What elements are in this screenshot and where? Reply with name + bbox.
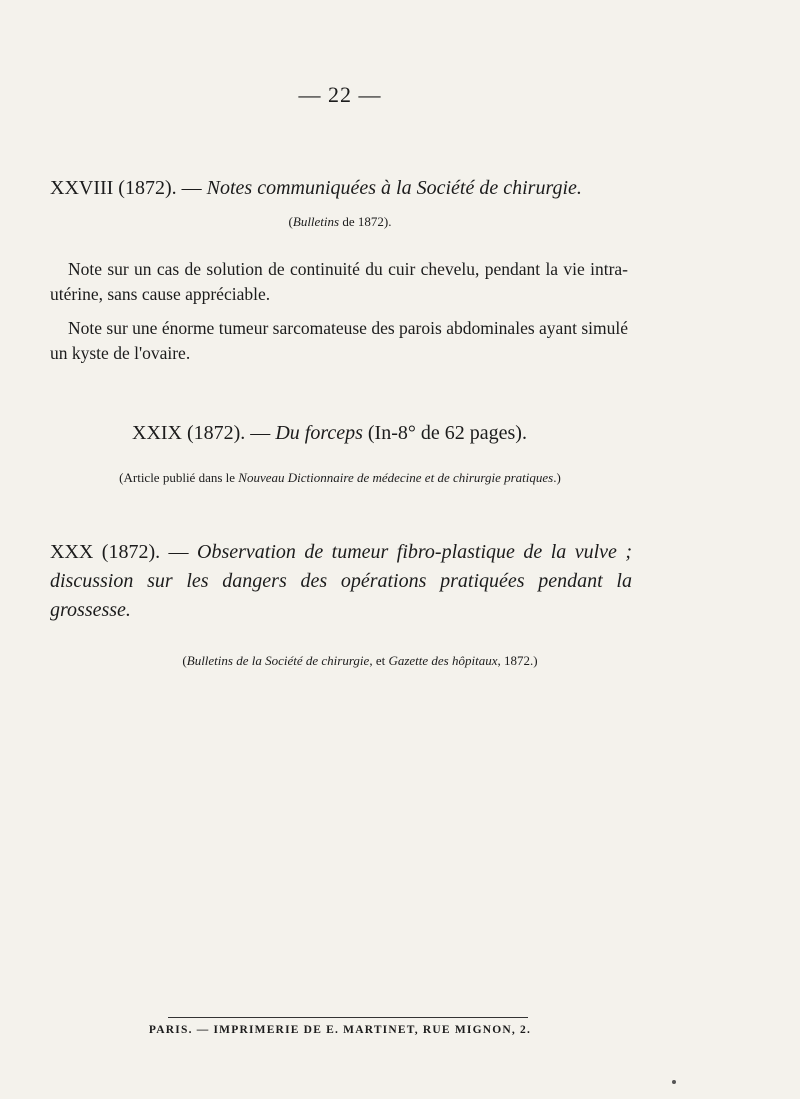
entry-heading-xxx	[50, 538, 632, 625]
entry-heading-xxviii	[50, 173, 630, 203]
page-number: — 22 —	[298, 82, 382, 107]
entry-number: XXX (1872). —	[50, 541, 198, 563]
entry-number: XXVIII (1872). —	[50, 177, 207, 199]
note-paragraph: Note sur une énorme tumeur sarcomateuse des parois abdominales ayant simulé un kyste de l'ovaire.	[50, 318, 628, 363]
footer-rule	[168, 1017, 528, 1018]
entry-source-xxx: (Bulletins de la Société de chirurgie, et Gazette des hôpitaux, 1872.)	[182, 653, 538, 668]
entry-heading-xxix	[132, 418, 632, 448]
entry-title: Du forceps	[275, 422, 363, 444]
entry-number: XXIX (1872). —	[132, 422, 276, 444]
entry-title: Notes communiquées à la Société de chirurgie.	[206, 177, 582, 199]
entry-format: (In-8° de 62 pages).	[362, 422, 527, 444]
entry-source-xxviii: (Bulletins de 1872).	[288, 214, 392, 229]
ink-speck	[672, 1080, 676, 1084]
entry-title: Observation de tumeur fibro-plastique de la vulve ; discussion sur les dangers des opérations pratiquées pendant la grossesse.	[50, 541, 633, 621]
entry-source-xxix: (Article publié dans le Nouveau Dictionnaire de médecine et de chirurgie pratiques.)	[119, 470, 561, 485]
printer-imprint: PARIS. — IMPRIMERIE DE E. MARTINET, RUE MIGNON, 2.	[148, 1024, 532, 1036]
note-paragraph: Note sur un cas de solution de continuité du cuir chevelu, pendant la vie intra-utérine, sans cause appréciable.	[50, 259, 628, 304]
